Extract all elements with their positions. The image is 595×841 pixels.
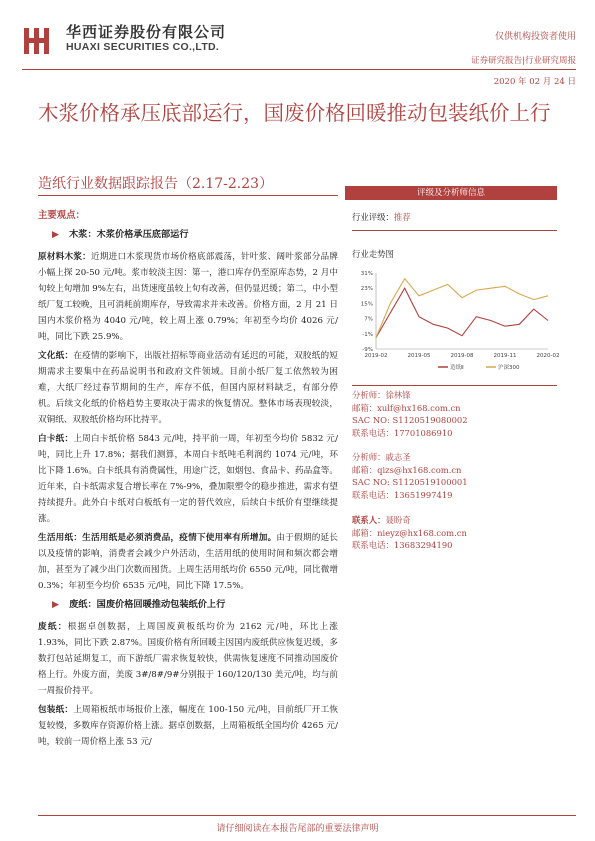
email-label: 邮箱： [352,464,378,475]
arrow-icon: ▶ [52,229,60,240]
paragraph-text: 根据卓创数据，上周国废黄板纸均价为 2162 元/吨，环比上涨 1.93%，同比下跌 2.87%。国废价格有所回暖主因国内废纸供应恢复迟缓，多数打包站延期复工，而下游纸厂需求恢复较快，供需恢复速度不同推动国废价格上行。外废方面，美废 3#/8#/9#分别报于 160/120/130 美元/吨，均与前一周报价持平。 [38,622,338,696]
sidebar-header: 评级及分析师信息 [345,186,557,200]
analyst-sac: S1120519080002 [392,415,468,425]
analyst-role: 联系人： [352,515,386,525]
paragraph-text: 由于假期的延长以及疫情的影响，消费者会减少户外活动，生活用纸的使用时间和频次都会增加，甚至为了减少出门次数而囤货。上周生活用纸均价 6550 元/吨，同比微增 0.3%；年初至今均价 6535 元/吨，同比下降 17.5%。 [38,533,338,591]
analyst-phone: 13651997419 [393,489,453,500]
paragraph-text: 上周白卡纸价格 5843 元/吨，持平前一周，年初至今均价 5832 元/吨，同比上升 17.8%；据我们测算，本周白卡纸吨毛利润约 1074 元/吨，环比下降 1.6%。白卡纸具有消费属性，用途广泛，如烟包、食品卡、药品盒等。近年来，白卡纸需求复合增长率在 7%-9%，叠加限塑令的稳步推进，需求有望持续提升。此外白卡纸对白板纸有一定的替代效应，后续白卡纸价有望继续提涨。 [38,434,338,524]
legend-label: 造纸Ⅱ [450,365,464,371]
paragraph-label: 文化纸： [38,351,74,361]
trend-label: 行业走势图 [352,249,394,259]
paragraph-text: 在疫情的影响下，出版社招标等商业活动有延迟的可能，双胶纸的短期需求主要集中在药品说明书和政府文件领域。目前小纸厂复工依然较为困难，大纸厂经过春节期间的生产，库存不低，但国内原材料缺乏，有部分停机。后续文化纸的价格趋势主要取决于需求的恢复情况。整体市场表现较淡，双铜纸、双胶纸价格均环比持平。 [38,351,338,425]
y-tick-label: -9% [362,347,373,353]
email-label: 邮箱： [352,402,378,413]
paragraph-culture [38,348,338,428]
trend-chart-svg [350,265,560,380]
analyst-1 [352,389,552,439]
industry-trend-chart [350,265,560,380]
y-tick-label: 7% [364,316,373,323]
analyst-phone-line [352,427,552,440]
company-name-cn: 华西证券股份有限公司 [66,23,227,41]
analyst-phone-line [352,489,552,502]
analyst-sac-line [352,476,552,489]
analyst-name: 聂盼奇 [385,515,411,525]
sac-label: SAC NO: [352,477,390,487]
analyst-email[interactable]: qizs@hx168.com.cn [377,464,462,475]
analyst-name-line [352,451,552,464]
rating-value: 推荐 [393,212,411,222]
section-heading-pulp [38,227,338,243]
analyst-email-line [352,464,552,477]
y-tick-label: -1% [362,331,373,338]
analyst-phone: 17701086910 [393,427,453,438]
key-points-heading: 主要观点： [38,210,85,221]
paragraph-white-card [38,431,338,527]
x-tick-label: 2019-05 [407,353,431,359]
paragraph-text: 上周箱板纸市场报价上涨，幅度在 100-150 元/吨，目前纸厂开工恢复较慢，多数库存资源价格上涨。据卓创数据，上周箱板纸全国均价 4265 元/吨，较前一周价格上涨 53 元/ [38,705,338,747]
paragraph-label: 废纸： [38,622,68,632]
analyst-name-line [352,514,552,527]
series-line [376,279,548,338]
y-tick-label: 15% [360,301,373,308]
paragraph-package [38,702,338,750]
analyst-role: 分析师： [352,452,386,462]
y-tick-label: 23% [360,286,373,293]
analyst-email-line [352,527,552,540]
phone-label: 联系电话： [352,489,394,500]
legal-notice: 请仔细阅读在本报告尾部的重要法律声明 [216,824,379,834]
analyst-role: 分析师： [352,390,386,400]
company-logo-icon [22,26,52,56]
sac-label: SAC NO: [352,415,390,425]
analyst-name-line [352,389,552,402]
phone-label: 联系电话： [352,540,394,550]
paragraph-household [38,530,338,594]
arrow-icon: ▶ [52,599,60,610]
analyst-name: 戚志圣 [385,452,411,462]
subtitle-divider [38,195,338,196]
sidebar-divider [352,385,557,386]
report-path: 证券研究报告|行业研究周报 [471,56,576,66]
paragraph-pulp [38,249,338,345]
paragraph-label: 包装纸： [38,705,74,715]
report-title: 木浆价格承压底部运行，国废价格回暖推动包装纸价上行 [38,101,551,125]
paragraph-label: 生活用纸： [38,533,83,543]
report-subtitle: 造纸行业数据跟踪报告（2.17-2.23） [38,176,274,192]
rating-label: 行业评级： [352,212,394,222]
email-label: 邮箱： [352,527,378,538]
analyst-phone-line [352,539,552,552]
footer-divider [38,815,576,816]
report-date: 2020 年 02 月 24 日 [493,77,576,87]
phone-label: 联系电话： [352,427,394,438]
section-heading-text: 木浆：木浆价格承压底部运行 [69,229,189,240]
paragraph-highlight: 生活用纸是必须消费品，疫情下使用率有所增加。 [82,533,277,543]
industry-rating [352,211,552,224]
company-name-en: HUAXI SECURITIES CO.,LTD. [66,41,220,53]
sidebar-divider [352,230,557,231]
section-heading-text: 废纸：国废价格回暖推动包装纸价上行 [69,599,226,610]
header-divider [22,69,576,70]
analyst-phone: 13683294190 [393,540,453,550]
section-heading-waste [38,597,338,613]
analyst-email[interactable]: nieyz@hx168.com.cn [377,527,467,538]
analyst-email-line [352,402,552,415]
analyst-sac: S1120519100001 [392,477,468,487]
x-tick-label: 2019-11 [493,353,517,359]
x-tick-label: 2020-02 [536,353,560,359]
analyst-sac-line [352,414,552,427]
analyst-2 [352,451,552,501]
analyst-email[interactable]: xulf@hx168.com.cn [377,402,461,413]
x-tick-label: 2019-02 [364,353,388,359]
contact-person [352,514,552,552]
paragraph-label: 原材料木浆： [38,252,91,262]
x-tick-label: 2019-08 [450,353,474,359]
paragraph-label: 白卡纸： [38,434,74,444]
paragraph-text: 近期进口木浆现货市场价格底部震荡，针叶浆、阔叶浆部分品牌小幅上探 20-50 元/吨。浆市较淡主因：第一，港口库存仍至原库态势，2 月中旬较上旬增加 9%左右，出货速度虽较上旬有改善，但仍显迟缓；第二，中小型纸厂复工较晚，且可消耗前期库存，导致需求并未改善。价格方面，2 月 21 日国内木浆价格为 4040 元/吨，较上周上涨 0.79%；年初至今均价 4026 元/吨，同比下跌 25.9%。 [38,252,338,342]
paragraph-waste [38,619,338,699]
legend-label: 沪深300 [498,365,520,371]
analyst-name: 徐林锋 [385,390,411,400]
y-tick-label: 31% [360,271,373,277]
main-content [38,208,338,753]
audience-note: 仅供机构投资者使用 [494,32,576,42]
